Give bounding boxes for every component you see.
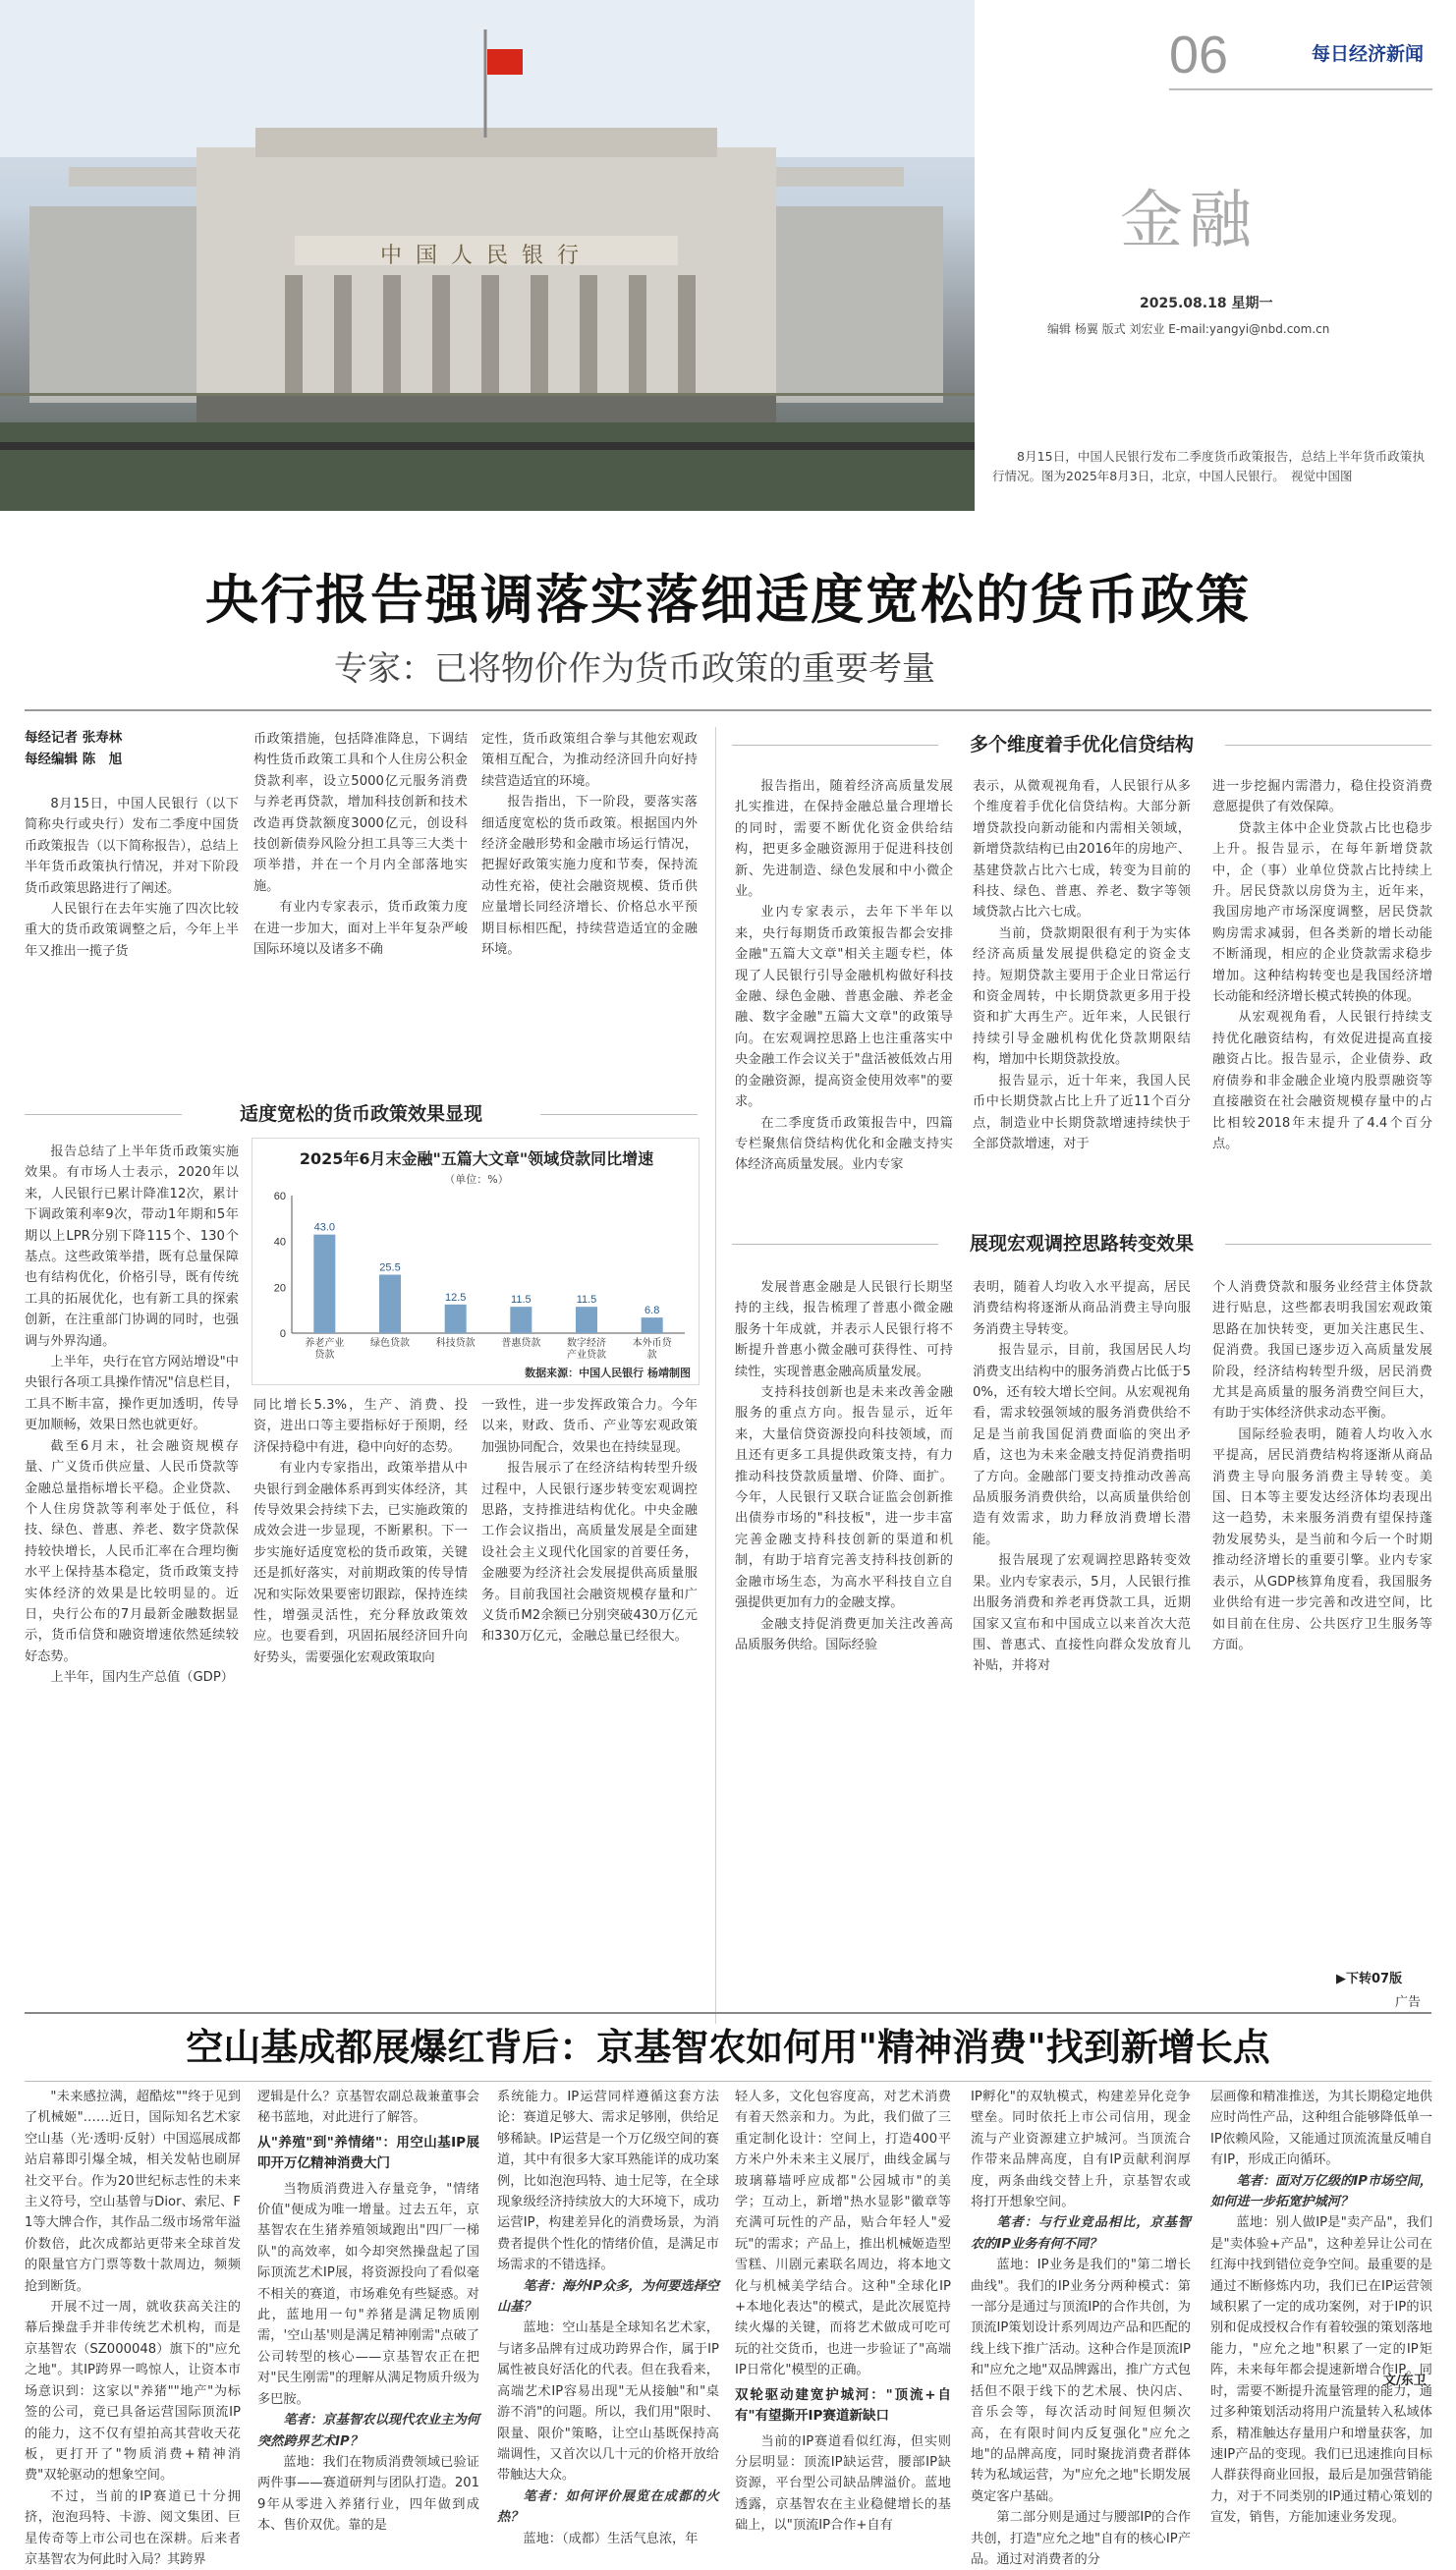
paragraph: 蓝地：别人做IP是"卖产品"，我们是"卖体验+产品"，这种差异让公司在红海中找到错位竞争空间。最重要的是通过不断修炼内功，我们已在IP运营领域积累了一定的成功案例，对于IP的识别和促成授权合作有着较强的策划落地能力，"应允之地"积累了一定的IP矩阵，未来每年都会提速新增合作IP。同时，需要不断提升流量管理的能力，通过多种策划活动将用户流量转入私域体系，精准触达存量用户和增量获客，加速IP产品的变现。我们已迅速推向目标人群获得商业回报，最后是加强营销能力，对于不同类别的IP通过精心策划的宣发，销售，方能加速业务发现。: [1210, 2215, 1432, 2526]
masthead-rule: [1169, 88, 1432, 90]
y-tick-label: 40: [273, 1236, 286, 1249]
chart-title: 2025年6月末金融"五篇大文章"领域贷款同比增速: [299, 1149, 654, 1168]
paragraph: 同比增长5.3%，生产、消费、投资，进出口等主要指标好于预期，经济保持稳中有进，稳中向好的态势。: [253, 1398, 468, 1455]
article2-column-2: [257, 2087, 479, 2534]
paragraph: 报告指出，下一阶段，要落实落细适度宽松的货币政策。根据国内外经济金融形势和金融市场运行情况，把握好政策实施力度和节奏，保持流动性充裕，使社会融资规模、货币供应量增长同经济增长、价格总水平预期目标相匹配，持续营造适宜的金融环境。: [481, 795, 698, 958]
byline-editor-label: 每经编辑: [25, 752, 78, 767]
paragraph: 当前的IP赛道看似红海，但实则分层明显：顶流IP缺运营，腰部IP缺资源，平台型公司缺品牌溢价。蓝地透露，京基智农在主业稳健增长的基础上，以"顶流IP合作+自有: [735, 2433, 951, 2534]
photo-caption: 8月15日，中国人民银行发布二季度货币政策报告，总结上半年货币政策执行情况。图为2025年8月3日，北京，中国人民银行。 视觉中国图: [992, 449, 1425, 483]
page-number: 06: [1169, 26, 1229, 84]
paragraph: 报告总结了上半年货币政策实施效果。有市场人士表示，2020年以来，人民银行已累计降准12次，累计下调政策利率9次，带动1年期和5年期以上LPR分别下降115个、130个基点。这些政策举措，既有总量保障也有结构优化，价格引导，既有传统工具的拓展优化，也有新工具的探索创新，在注重部门协调的同时，也强调与外界沟通。: [25, 1145, 239, 1349]
paragraph: IP孵化"的双轨模式，构建差异化竞争壁垒。同时依托上市公司信用，现金流与产业资源建立护城河。当顶流合作带来品牌高度，自有IP贡献利润厚度，两条曲线交替上升，京基智农或将打开想象空间。: [971, 2090, 1191, 2210]
interview-question: 笔者：京基智农以现代农业主为何突然跨界艺术IP？: [257, 2413, 479, 2449]
paragraph: "未来感拉满，超酷炫""终于见到了机械姬"……近日，国际知名艺术家空山基（光·透明·反射）中国巡展成都站启幕即引爆全城，相关发帖也刷屏社交平台。作为20世纪标志性的未来主义符号，空山基曾与Dior、索尼、F1等大牌合作，其作品二级市场常年溢价数倍，此次成都站更带来全球首发的限量官方门票等数十款周边，频频抢到断货。: [25, 2090, 241, 2294]
main-headline: 央行报告强调落实落细适度宽松的货币政策: [205, 569, 1251, 631]
paragraph: 蓝地：（成都）生活气息浓，年: [523, 2531, 699, 2546]
article1-column-1b: [25, 1142, 239, 2008]
building-inscription: 中国人民银行: [379, 244, 592, 268]
paragraph: 业内专家表示，去年下半年以来，央行每期货币政策报告都会安排金融"五篇大文章"相关主题专栏，体现了人民银行引导金融机构做好科技金融、绿色金融、普惠金融、养老金融、数字金融"五篇大文章"的政策导向。在宏观调控思路上也注重落实中央金融工作会议关于"盘活被低效占用的金融资源，提高资金使用效率"的要求。: [735, 905, 953, 1110]
bar: [642, 1317, 663, 1333]
paragraph: 贷款主体中企业贷款占比也稳步上升。报告显示，在每年新增贷款中，企（事）业单位贷款占比持续上升。居民贷款以房贷为主，近年来，我国房地产市场深度调整，居民贷款购房需求减弱，但各类新的增长动能不断涌现，相应的企业贷款需求稳步增加。这种结构转变也是我国经济增长动能和经济增长模式转换的体现。: [1212, 820, 1432, 1005]
paragraph: 上半年，国内生产总值（GDP）: [50, 1670, 234, 1686]
article1-column-4: [735, 776, 953, 1189]
category-label: 款: [646, 1350, 657, 1361]
section-name: 金融: [1120, 185, 1258, 257]
paragraph: 进一步挖掘内需潜力，稳住投资消费意愿提供了有效保障。: [1212, 779, 1432, 815]
y-tick-label: 20: [273, 1282, 286, 1295]
divider: [25, 2081, 1431, 2082]
paragraph: 当前，贷款期限很有利于为实体经济高质量发展提供稳定的资金支持。短期贷款主要用于企业日常运行和资金周转，中长期贷款更多用于投资和扩大再生产。近年来，人民银行持续引导金融机构优化贷款期限结构，增加中长期贷款投放。: [973, 925, 1191, 1068]
subheading: 双轮驱动建宽护城河："顶流+自有"有望撕开IP赛道新缺口: [735, 2386, 951, 2425]
category-label: 科技贷款: [435, 1338, 476, 1349]
chart-plot: [252, 1139, 700, 1386]
interview-question: 笔者：面对万亿级的IP市场空间，如何进一步拓宽护城河？: [1210, 2173, 1432, 2210]
byline: [25, 727, 122, 770]
chart-unit: （单位：%）: [444, 1173, 509, 1186]
paragraph: 轻人多，文化包容度高，对艺术消费有着天然亲和力。为此，我们做了三重定制化设计：空间上，打造400平方米户外未来主义展厅，曲线金属与玻璃幕墙呼应成都"公园城市"的美学；互动上，新增"热水显影"徽章等充满可玩性的产品，贴合年轻人"爱玩"的需求；产品上，推出机械姬造型雪糕、川剧元素联名周边，将本地文化与机械美学结合。这种"全球化IP+本地化表达"的模式，是此次展览持续火爆的关键，而将艺术做成可吃可玩的社交货币，也进一步验证了"高端IP日常化"模型的正确。: [735, 2090, 951, 2378]
column-divider: [715, 727, 716, 2024]
bar: [510, 1307, 532, 1333]
article1-column-4b: [735, 1277, 953, 2004]
article1-column-1: [25, 794, 239, 1089]
bar-value-label: 25.5: [379, 1261, 401, 1274]
ad-label: 广告: [1395, 1995, 1422, 2010]
section-heading-2: [732, 731, 1431, 758]
section-heading-1: [25, 1100, 698, 1128]
paragraph: 个人消费贷款和服务业经营主体贷款进行贴息，这些都表明我国宏观政策思路在加快转变，更加关注惠民生、促消费。我国已逐步迈入高质量发展阶段，经济结构转型升级，居民消费尤其是高质量的服务消费空间巨大，有助于实体经济供求动态平衡。: [1212, 1280, 1432, 1422]
category-label: 养老产业: [305, 1338, 345, 1349]
paragraph: 系统能力。IP运营同样遵循这套方法论：赛道足够大、需求足够刚，供给足够稀缺。IP运营是一个万亿级空间的赛道，其中有很多大家耳熟能详的成功案例，比如泡泡玛特、迪士尼等，在全球现象级经济持续放大的大环境下，成功运营IP，构建差异化的消费场景，为消费者提供个性化的情绪价值，是满足市场需求的不错选择。: [497, 2090, 719, 2273]
article1-column-5b: [973, 1277, 1191, 2004]
paragraph: 定性，货币政策组合拳与其他宏观政策相互配合，为推动经济回升向好持续营造适宜的环境。: [481, 732, 698, 789]
editor-credits: 编辑 杨翼 版式 刘宏业 E-mail:yangyi@nbd.com.cn: [1047, 322, 1330, 336]
divider: [25, 709, 1431, 711]
second-headline: 空山基成都展爆红背后：京基智农如何用"精神消费"找到新增长点: [186, 2026, 1270, 2069]
bar-value-label: 6.8: [644, 1305, 660, 1317]
paragraph: 8月15日，中国人民银行（以下简称央行或央行）发布二季度中国货币政策报告（以下简称报告），总结上半年货币政策执行情况，并对下阶段货币政策思路进行了阐述。: [25, 797, 239, 896]
paragraph: 层画像和精准推送，为其长期稳定地供应时尚性产品，这种组合能够降低单一IP依赖风险，又能通过顶流流量反哺自有IP，形成正向循环。: [1210, 2090, 1432, 2168]
article2-column-1: [25, 2087, 241, 2567]
paragraph: 在二季度货币政策报告中，四篇专栏聚焦信贷结构优化和金融支持实体经济高质量发展。业内专家: [735, 1115, 953, 1173]
front-photo: [0, 0, 975, 511]
paragraph: 第二部分则是通过与腰部IP的合作共创，打造"应允之地"自有的核心IP产品。通过对消费者的分: [971, 2510, 1191, 2567]
article2-column-5: [971, 2087, 1191, 2567]
interview-question: 笔者：与行业竞品相比，京基智农的IP业务有何不同？: [971, 2215, 1191, 2252]
paragraph: 一致性，进一步发挥政策合力。今年以来，财政、货币、产业等宏观政策加强协同配合，效果也在持续显现。: [481, 1398, 698, 1455]
paragraph: 蓝地：空山基是全球知名艺术家，与诸多品牌有过成功跨界合作，属于IP属性被良好活化的代表。但在我看来，高端艺术IP容易出现"无从接触"和"桌游不消"的问题。所以，我们用"限时、限量、限价"策略，让空山基既保持高端调性，又首次以几十元的价格开放给带触达大众。: [497, 2320, 719, 2484]
section-heading-text: 多个维度着手优化信贷结构: [969, 734, 1194, 755]
continued-jump[interactable]: ▶下转07版: [1336, 1972, 1403, 1986]
bar-value-label: 12.5: [444, 1291, 467, 1304]
y-tick-label: 60: [273, 1191, 286, 1202]
category-label: 本外币贷: [632, 1338, 672, 1349]
bar-value-label: 43.0: [313, 1221, 336, 1234]
category-label: 数字经济: [567, 1338, 606, 1349]
author-sign: 文/东卫: [1383, 2374, 1427, 2388]
section-heading-3: [732, 1230, 1431, 1257]
paragraph: 人民银行在去年实施了四次比较重大的货币政策调整之后，今年上半年又推出一揽子货: [25, 902, 239, 959]
article1-column-3: [481, 729, 698, 1083]
paragraph: 从宏观视角看，人民银行持续支持优化融资结构，有效促进提高直接融资占比。报告显示，企业债券、政府债券和非金融企业境内股票融资等直接融资在社会融资规模存量中的占比相较2018年末提升了4.4个百分点。: [1212, 1010, 1432, 1151]
paragraph: 不过，当前的IP赛道已十分拥挤，泡泡玛特、卡游、阅文集团、巨星传奇等上市公司也在深耕。后来者京基智农为何此时入局？其跨界: [25, 2488, 241, 2567]
paragraph: 币政策措施，包括降准降息，下调结构性货币政策工具和个人住房公积金贷款利率，设立5000亿元服务消费与养老再贷款，增加科技创新和技术改造再贷款额度3000亿元，创设科技创新债券风险分担工具等三大类十项举措，并在一个月内全部落地实施。: [253, 732, 468, 894]
chart-source: 数据来源：中国人民银行 杨靖制图: [525, 1367, 691, 1379]
bar: [379, 1275, 401, 1334]
byline-reporter: 张寿林: [82, 730, 123, 746]
article2-column-3: [497, 2087, 719, 2546]
section-heading-text: 适度宽松的货币政策效果显现: [239, 1103, 482, 1125]
article1-column-3b: [481, 1395, 698, 2008]
y-tick-label: 0: [279, 1328, 286, 1340]
category-label: 普惠贷款: [501, 1338, 541, 1349]
divider: [25, 2012, 1431, 2014]
paragraph: 表明，随着人均收入水平提高，居民消费结构将逐渐从商品消费主导向服务消费主导转变。: [973, 1280, 1191, 1337]
bar: [313, 1235, 335, 1333]
category-label: 产业贷款: [567, 1350, 606, 1361]
byline-reporter-label: 每经记者: [25, 730, 78, 746]
loan-growth-chart: [252, 1138, 700, 1385]
paragraph: 有业内专家指出，政策举措从中央银行到金融体系再到实体经济，其传导效果会持续下去，已实施政策的成效会进一步显现，不断累积。下一步实施好适度宽松的货币政策，关键还是抓好落实，对前期政策的传导情况和实际效果要密切跟踪，保持连续性，增强灵活性，充分释放政策效应。也要看到，巩固拓展经济回升向好势头，需要强化宏观政策取向: [253, 1461, 468, 1665]
paragraph: 蓝地：我们在物质消费领域已验证两件事——赛道研判与团队打造。2019年从零进入养猪行业，四年做到成本、售价双优。靠的是: [257, 2454, 479, 2534]
interview-question: 笔者：如何评价展览在成都的火热？: [497, 2488, 719, 2526]
paragraph: 报告指出，随着经济高质量发展扎实推进，在保持金融总量合理增长的同时，需要不断优化资金供给结构，把更多金融资源用于促进科技创新、先进制造、绿色发展和中小微企业。: [735, 779, 953, 900]
paragraph: 有业内专家表示，货币政策力度在进一步加大，面对上半年复杂严峻国际环境以及诸多不确: [253, 900, 468, 958]
paragraph: 开展不过一周，就收获高关注的幕后操盘手并非传统艺术机构，而是京基智农（SZ000048）旗下的"应允之地"。其IP跨界一鸣惊人，让资本市场意识到：这家以"养猪""地产"为标签的公司，竟已具备运营国际顶流IP的能力，这不仅有望拍高其营收天花板，更打开了"物质消费+精神消费"双轮驱动的想象空间。: [25, 2300, 241, 2484]
paragraph: 上半年，央行在官方网站增设"中央银行各项工具操作情况"信息栏目，工具不断丰富，操作更加透明，传导更加顺畅，效果日然也就更好。: [25, 1355, 239, 1433]
paragraph: 金融支持促消费更加关注改善高品质服务供给。国际经验: [735, 1616, 953, 1652]
subheading: 从"养殖"到"养情绪"：用空山基IP展叩开万亿精神消费大门: [257, 2134, 479, 2172]
paragraph: 当物质消费进入存量竞争，"情绪价值"便成为唯一增量。过去五年，京基智农在生猪养殖领域跑出"四厂一梯队"的高效率，如今却突然操盘起了国际顶流艺术IP展，将资源投向了看似毫不相关的赛道，市场难免有些疑惑。对此，蓝地用一句"养猪是满足物质刚需，'空山基'则是满足精神刚需"点破了公司转型的核心——京基智农正在把对"民生刚需"的理解从满足物质升级为多巴胺。: [257, 2181, 479, 2407]
article2-column-4: [735, 2087, 951, 2534]
paragraph: 报告显示，近十年来，我国人民币中长期贷款占比上升了近11个百分点，制造业中长期贷款增速持续快于全部贷款增速，对于: [973, 1073, 1191, 1151]
section-heading-text: 展现宏观调控思路转变效果: [969, 1233, 1194, 1255]
paragraph: 支持科技创新也是未来改善金融服务的重点方向。报告显示，近年来，大量信贷资源投向科技领域，而且还有更多工具提供政策支持，有力推动科技贷款质量增、价降、面扩。今年，人民银行又联合证监会创新推出债券市场的"科技板"，进一步丰富完善金融支持科技创新的渠道和机制，有助于培育完善支持科技创新的金融市场生态，为高水平科技自立自强提供更加有力的金融支撑。: [735, 1385, 953, 1611]
category-label: 绿色贷款: [370, 1338, 410, 1349]
paragraph: 报告展示了在经济结构转型升级过程中，人民银行逐步转变宏观调控思路，支持推进结构优化。中央金融工作会议指出，高质量发展是全面建设社会主义现代化国家的首要任务，金融要为经济社会发展提供高质量服务。目前我国社会融资规模存量和广义货币M2余额已分别突破430万亿元和330万亿元，金融总量已经很大。: [481, 1461, 698, 1645]
article1-column-6: [1212, 776, 1432, 1189]
category-label: 贷款: [314, 1350, 335, 1361]
article1-column-2: [253, 729, 468, 1083]
paragraph: 逻辑是什么？京基智农副总裁兼董事会秘书蓝地，对此进行了解答。: [257, 2090, 479, 2126]
bar-value-label: 11.5: [576, 1294, 597, 1307]
paragraph: 截至6月末，社会融资规模存量、广义货币供应量、人民币贷款等金融总量指标增长平稳。企业贷款、个人住房贷款等利率处于低位，科技、绿色、普惠、养老、数字贷款保持较快增长，人民币汇率在合理均衡水平上保持基本稳定，货币政策支持实体经济的效果是比较明显的。近日，央行公布的7月最新金融数据显示，货币信贷和融资增速依然延续较好态势。: [25, 1438, 239, 1664]
paragraph: 蓝地：IP业务是我们的"第二增长曲线"。我们的IP业务分两种模式：第一部分是通过与顶流IP的合作共创，为顶流IP策划设计系列周边产品和匹配的线上线下推广活动。这种合作是顶流IP和"应允之地"双品牌露出，推广方式包括但不限于线下的艺术展、快闪店、音乐会等，每次活动时间短但频次高，在有限时间内反复强化"应允之地"的品牌高度，同时聚拢消费者群体转为私域运营，为"应允之地"长期发展奠定客户基础。: [971, 2258, 1191, 2504]
paragraph: 发展普惠金融是人民银行长期坚持的主线，报告梳理了普惠小微金融服务十年成就，并表示人民银行将不断提升普惠小微金融可获得性、可持续性，实现普惠金融高质量发展。: [735, 1280, 953, 1379]
article1-column-6b: [1212, 1277, 1432, 1965]
paragraph: 报告展现了宏观调控思路转变效果。业内专家表示，5月，人民银行推出服务消费和养老再贷款工具，近期国家又宣布和中国成立以来首次大范围、普惠式、直接性向群众发放育儿补贴，并将对: [973, 1553, 1191, 1674]
paragraph: 国际经验表明，随着人均收入水平提高，居民消费结构将逐渐从商品消费主导向服务消费主导转变。美国、日本等主要发达经济体均表现出这一趋势，未来服务消费有望保持蓬勃发展势头，是当前和今后一个时期推动经济增长的重要引擎。业内专家表示，从GDP核算角度看，我国服务业供给有进一步完善和改进空间，比如目前在住房、公共医疗卫生服务等方面。: [1212, 1426, 1432, 1652]
bar-value-label: 11.5: [511, 1294, 532, 1307]
masthead-paper-name: 每日经济新闻: [1312, 43, 1425, 65]
bar: [445, 1305, 467, 1333]
issue-date: 2025.08.18 星期一: [1140, 296, 1273, 311]
main-subheadline: 专家：已将物价作为货币政策的重要考量: [334, 649, 935, 689]
paragraph: 报告显示，目前，我国居民人均消费支出结构中的服务消费占比低于50%，还有较大增长空间。从宏观视角看，需求较强领域的服务消费供给不足是当前我国促消费面临的突出矛盾，这也为未来金融支持促消费指明了方向。金融部门要支持推动改善高品质服务消费供给，以高质量供给创造有效需求，助力释放消费增长潜能。: [973, 1343, 1191, 1547]
article1-column-5: [973, 776, 1191, 1189]
paragraph: 表示，从微观视角看，人民银行从多个维度着手优化信贷结构。大部分新增贷款投向新动能和内需相关领域，新增贷款结构已由2016年的房地产、基建贷款占比六七成，转变为目前的科技、绿色、普惠、养老、数字等领域贷款占比六七成。: [973, 779, 1191, 921]
article1-column-2b: [253, 1395, 468, 2008]
interview-question: 笔者：海外IP众多，为何要选择空山基？: [497, 2278, 719, 2316]
bar: [576, 1307, 597, 1333]
byline-editor: 陈 旭: [82, 752, 123, 767]
